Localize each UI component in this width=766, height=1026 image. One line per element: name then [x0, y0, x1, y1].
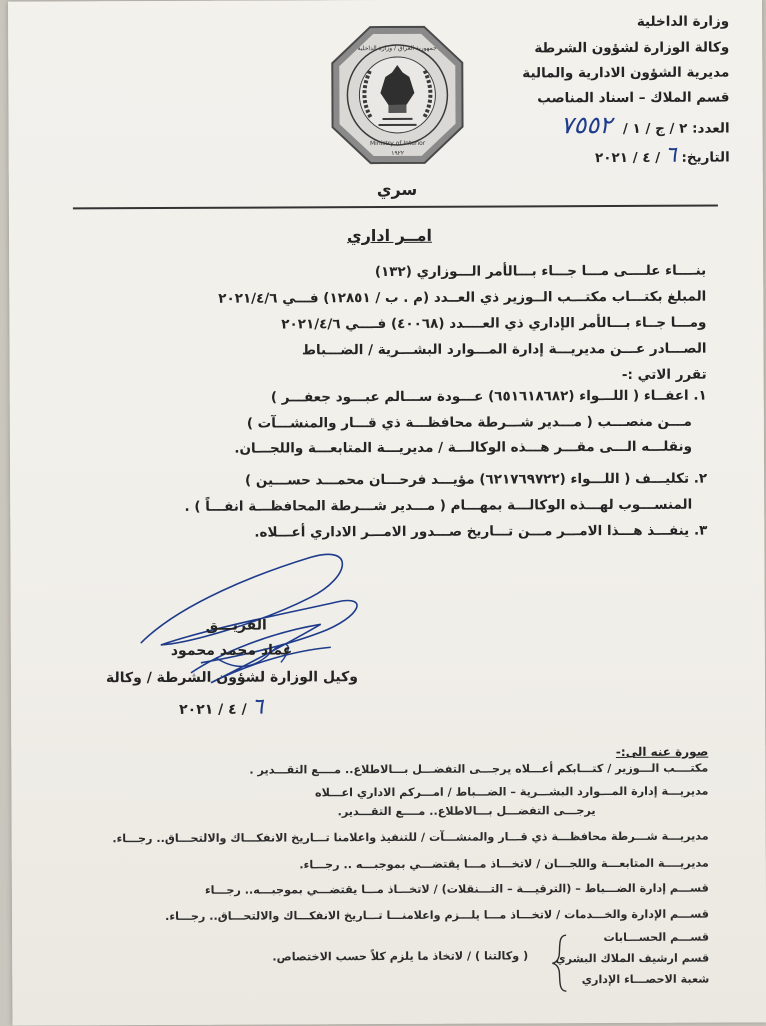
ministry-emblem — [330, 25, 465, 166]
signature-date-rest: / ٤ / ٢٠٢١ — [179, 701, 247, 718]
signature-date-day: ٦ — [251, 694, 264, 720]
emblem-bottom-text: Ministry of Interior — [369, 139, 426, 148]
document-number-label: العدد: ٢ / ج / ١ / — [622, 120, 730, 137]
document-number — [561, 113, 730, 141]
accounts-group-3: شعبة الاحصـــاء الإداري — [581, 972, 710, 987]
copies-heading: صورة عنه الى:- — [615, 744, 709, 759]
copy-line-6: قســـم الإدارة والخـــدمات / لاتخـــاذ مـــا يلـــزم واعلامنـــا تـــاريخ الانفكـــاك والالتحـــاق.. رجـــاء. — [165, 907, 710, 923]
order-item-1-transfer: ونقلـــه الـــى مقـــر هـــذه الوكالـــة / مديريـــة المتابعـــة واللجـــان. — [234, 438, 692, 457]
signature-name: عماد محمد محمود — [170, 642, 293, 659]
header-ministry: وزارة الداخلية — [636, 13, 730, 30]
document-date — [595, 143, 730, 170]
order-item-2-duties: المنســـوب لهـــذه الوكالـــة بمهـــام ( مـــدير شـــرطة المحافظـــة انفـــاً ) . — [184, 496, 693, 515]
header-section: قسم الملاك – اسناد المناصب — [537, 89, 730, 107]
copy-line-3: مديريـــة شـــرطة محافظـــة ذي قـــار والمنشـــآت / للتنفيذ واعلامنا تـــاريخ الانفكـــاك والالتحـــاق.. رجـــاء. — [112, 829, 709, 846]
order-item-3: ٣. ينفـــذ هـــذا الامـــر مـــن تـــاريخ صـــدور الامـــر الاداري أعـــلاه. — [254, 522, 708, 541]
header-directorate: مديرية الشؤون الادارية والمالية — [522, 64, 730, 82]
order-item-1-position: مـــن منصـــب ( مـــدير شـــرطة محافظـــة ذي قـــار والمنشـــآت ) — [246, 413, 692, 432]
document-date-rest: / ٤ / ٢٠٢١ — [594, 149, 661, 167]
copy-line-2b: يرجـــى التفضـــل بـــالاطلاع.. مــــع التقـــدير. — [337, 804, 596, 819]
body-line-decision: تقرر الاتي :- — [621, 366, 707, 383]
order-item-2: ٢. تكليـــف ( اللـــواء (٦٢١٧٦٩٧٢٢) مؤيـــد فرحـــان محمـــد حســـين ) — [244, 470, 708, 489]
header-divider — [73, 205, 718, 210]
document-title: امــر اداري — [346, 225, 432, 246]
accounts-note: ( وكالتنا ) / لاتخاذ ما يلزم كلاً حسب الاختصاص. — [272, 949, 529, 964]
copy-line-1: مكتــــب الـــوزير / كتـــابكم أعـــلاه يرجـــى التفضـــل بـــالاطلاع.. مــــع التقـــدير . — [249, 761, 709, 777]
accounts-group-1: قســـم الحســـابات — [603, 930, 710, 945]
brace-icon — [550, 933, 570, 993]
signature-date — [179, 695, 263, 720]
signature-rank: الفريـــق — [205, 617, 267, 634]
body-line-2: المبلغ بكتـــاب مكتـــب الــوزير ذي العــدد (م . ب / ١٢٨٥١) فـــي ٢٠٢١/٤/٦ — [218, 288, 707, 307]
body-line-4: الصـــادر عـــن مديريـــة إدارة المـــوارد البشـــرية / الضـــباط — [301, 340, 707, 359]
header-agency: وكالة الوزارة لشؤون الشرطة — [534, 39, 730, 57]
accounts-group-2: قسم ارشيف الملاك البشري — [555, 951, 710, 966]
document-page — [8, 0, 766, 1026]
document-date-label: التاريخ: — [681, 149, 730, 166]
body-line-3: ومـــا جــاء بـــالأمر الإداري ذي العــــدد (٤٠٠٦٨) فــــي ٢٠٢١/٤/٦ — [281, 314, 707, 333]
body-line-1: بنــــاء علــــى مـــا جـــاء بـــالأمر الـــوزاري (١٣٢) — [374, 262, 707, 281]
signature-title: وكيل الوزارة لشؤون الشرطة / وكالة — [105, 669, 359, 687]
emblem-year: ١٩٢٢ — [391, 149, 405, 157]
copy-line-5: قســـم إدارة الضـــباط – (الترقيـــة – التـــنقلات) / لاتخـــاذ مـــا يقتضـــي بموجبـــه.. رجـــاء — [204, 881, 709, 897]
copy-line-2: مديريـــة إدارة المـــوارد البشـــرية – الضـــباط / امـــركم الاداري اعـــلاه — [314, 784, 709, 800]
copy-line-4: مديريــــة المتابعـــة واللجـــان / لاتخـــاذ مـــا يقتضـــي بموجبـــه .. رجـــاء. — [299, 856, 709, 872]
classification-label: سري — [376, 179, 418, 200]
order-item-1: ١. اعفــاء ( اللـــواء (٦٥١٦١٨٦٨٢) عـــودة ســـالم عبـــود جعفـــر ) — [270, 387, 707, 406]
document-date-day: ٦ — [664, 142, 677, 168]
document-number-handwritten: ٧٥٥٢ — [560, 111, 613, 140]
emblem-top-text: جمهورية العراق / وزارة الداخلية — [357, 44, 437, 53]
